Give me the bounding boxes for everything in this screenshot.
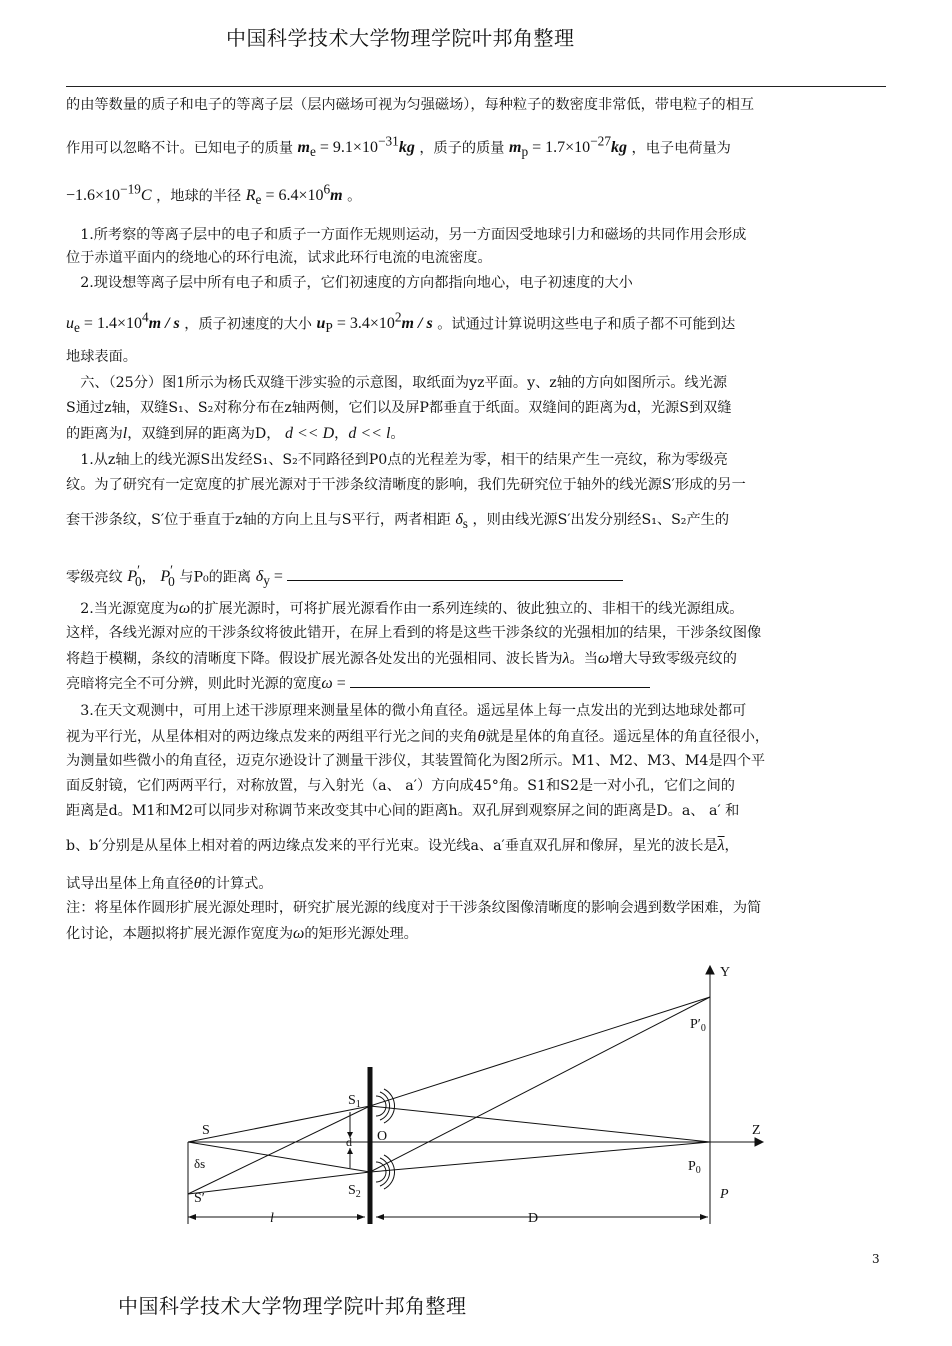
p0-prime-symbol: $P'_0$ — [127, 563, 142, 589]
delta-s-label: δs — [194, 1156, 206, 1171]
paragraph-line: 这样，各线光源对应的干涉条纹将彼此错开，在屏上看到的将是这些干涉条纹的光强相加的结果，干涉条纹图像 — [66, 625, 762, 641]
proton-velocity-formula: $u_P = 3.4\times 10^2m / s$ — [316, 310, 433, 336]
paragraph-line: S通过z轴，双缝S₁、S₂对称分布在z轴两侧，它们以及屏P都垂直于纸面。双缝间的距离为d，光源S到双缝 — [66, 400, 732, 416]
page-number: 3 — [872, 1252, 880, 1266]
text-run: 。试通过计算说明这些电子和质子都不可能到达 — [437, 316, 736, 333]
paragraph-line: 纹。为了研究有一定宽度的扩展光源对于干涉条纹清晰度的影响，我们先研究位于轴外的线光源S′形成的另一 — [66, 477, 746, 493]
text-run: 套干涉条纹，S′位于垂直于z轴的方向上且与S平行，两者相距 — [66, 512, 451, 528]
condition-formula: d << l — [348, 425, 391, 442]
ray — [188, 1142, 370, 1172]
l-dimension-label: l — [270, 1211, 274, 1226]
delta-s-symbol: $\delta_s$ — [455, 511, 468, 532]
arrowhead — [357, 1214, 365, 1220]
d-dimension-label: D — [528, 1211, 539, 1226]
arrowhead — [376, 1214, 384, 1220]
s-prime-label: S′ — [194, 1191, 205, 1206]
z-axis-arrowhead — [755, 1138, 763, 1146]
paragraph-line: 化讨论，本题拟将扩展光源作宽度为ω的矩形光源处理。 — [66, 925, 418, 942]
text-run: ，则由线光源S′出发分别经S₁、S₂产生的 — [472, 512, 730, 528]
s2-label: $S_2$ — [348, 1183, 361, 1200]
arrowhead — [188, 1214, 196, 1220]
text-run: ，电子电荷量为 — [631, 140, 731, 157]
paragraph-line — [66, 183, 361, 207]
paragraph-line: 的距离为l，双缝到屏的距离为D， d << D，d << l。 — [66, 425, 405, 442]
wavefront-arc — [380, 1092, 390, 1120]
text-run: ，双缝到屏的距离为D， — [127, 426, 281, 442]
delta-y-symbol: $\delta_y$ = — [255, 568, 287, 589]
y-axis-arrowhead — [706, 966, 714, 974]
paragraph-line — [66, 135, 731, 159]
paragraph-line: b、b′分别是从星体上相对着的两边缘点发来的平行光束。设光线a、a′垂直双孔屏和像屏，星光的波长是$\overline{\lambda}$， — [66, 837, 739, 854]
ray — [370, 997, 710, 1172]
electron-velocity-formula: $u_e = 1.4\times 10^4m / s$ — [66, 310, 180, 336]
text-run: 作用可以忽略不计。已知电子的质量 — [66, 140, 294, 157]
paragraph-line: 六、（25分）图1所示为杨氏双缝干涉实验的示意图，取纸面为yz平面。y、z轴的方向如图所示。线光源 — [66, 375, 728, 391]
text-run: 将趋于模糊，条纹的清晰度下降。假设扩展光源各处发出的光强相同、波长皆为 — [66, 651, 563, 667]
text-run: ，质子初速度的大小 — [184, 316, 312, 333]
paragraph-line: 为测量如些微小的角直径，迈克尔逊设计了测量干涉仪，其装置简化为图2所示。M1、M2、M3、M4是四个平 — [66, 753, 766, 769]
text-run: 的扩展光源时，可将扩展光源看作由一系列连续的、彼此独立的、非相干的线光源组成。 — [190, 601, 744, 617]
text-run: 2.当光源宽度为 — [66, 601, 179, 617]
ray — [188, 1106, 370, 1142]
paragraph-line: 位于赤道平面内的绕地心的环行电流，试求此环行电流的电流密度。 — [66, 250, 492, 266]
paragraph-line: 2.现设想等离子层中所有电子和质子，它们初速度的方向都指向地心，电子初速度的大小 — [66, 275, 633, 291]
paragraph-line: 零级亮纹 $P'_0$， $P'_0$ 与P₀的距离 $\delta_y$ = — [66, 564, 623, 588]
wavefront-arc — [376, 1096, 386, 1116]
text-run: 与P₀的距离 — [179, 569, 252, 586]
text-run: 的距离为 — [66, 426, 123, 442]
paragraph-line: 1.从z轴上的线光源S出发经S₁、S₂不同路径到P0点的光程差为零，相干的结果产生一亮纹，称为零级亮 — [66, 452, 728, 468]
s-label: S — [202, 1123, 210, 1138]
ray — [370, 1142, 710, 1172]
paragraph-line: 将趋于模糊，条纹的清晰度下降。假设扩展光源各处发出的光强相同、波长皆为λ。当ω增大导致零级亮纹的 — [66, 650, 737, 667]
earth-radius-formula: $R_e = 6.4\times 10^6m$ — [245, 182, 343, 208]
answer-blank[interactable] — [350, 686, 650, 688]
paragraph-line: 3.在天文观测中，可用上述干涉原理来测量星体的微小角直径。遥远星体上每一点发出的光到达地球处都可 — [66, 703, 747, 719]
paragraph-line: 2.当光源宽度为ω的扩展光源时，可将扩展光源看作由一系列连续的、彼此独立的、非相干的线光源组成。 — [66, 600, 744, 617]
p0-prime-label: $P'_0$ — [690, 1017, 706, 1034]
condition-formula: d << D — [285, 425, 335, 442]
answer-blank[interactable] — [287, 579, 623, 581]
double-slit-diagram — [180, 962, 780, 1232]
d-label: d — [346, 1135, 352, 1149]
ray — [370, 997, 710, 1106]
y-axis-label: Y — [720, 965, 731, 980]
paragraph-line — [66, 512, 729, 531]
z-axis-label: Z — [752, 1123, 761, 1138]
s1-label: $S_1$ — [348, 1093, 361, 1110]
paragraph-line: 注：将星体作圆形扩展光源处理时，研究扩展光源的线度对于干涉条纹图像清晰度的影响会遇到数学困难，为简 — [66, 900, 762, 916]
paragraph-line: 视为平行光，从星体相对的两边缘点发来的两组平行光之间的夹角θ就是星体的角直径。遥远星体的角直径很小， — [66, 728, 770, 745]
o-label: O — [377, 1129, 388, 1144]
text-run: 零级亮纹 — [66, 569, 123, 586]
text-run: 亮暗将完全不可分辨，则此时光源的宽度 — [66, 676, 322, 692]
paragraph-line: 试导出星体上角直径θ的计算式。 — [66, 875, 273, 892]
paragraph-line: 面反射镜，它们两两平行，对称放置，与入射光（a、 a′）方向成45°角。S1和S2是一对小孔，它们之间的 — [66, 778, 735, 794]
text-run: 视为平行光，从星体相对的两边缘点发来的两组平行光之间的夹角 — [66, 729, 478, 745]
text-run: b、b′分别是从星体上相对着的两边缘点发来的平行光束。设光线a、a′垂直双孔屏和像屏，星光的波长是 — [66, 838, 718, 854]
paragraph-line: 距离是d。M1和M2可以同步对称调节来改变其中心间的距离h。双孔屏到观察屏之间的距离是D。a、 a′ 和 — [66, 803, 740, 819]
paragraph-line: 地球表面。 — [66, 349, 137, 365]
paragraph-line — [66, 311, 735, 335]
text-run: 试导出星体上角直径 — [66, 876, 194, 892]
text-run: ，地球的半径 — [156, 188, 242, 205]
paragraph-line: 1.所考察的等离子层中的电子和质子一方面作无规则运动，另一方面因受地球引力和磁场的共同作用会形成 — [66, 227, 747, 243]
header-rule — [66, 86, 886, 87]
ray — [188, 1106, 370, 1194]
ray — [370, 1106, 710, 1142]
p0-label: $P_0$ — [688, 1159, 701, 1176]
paragraph-line: 的由等数量的质子和电子的等离子层（层内磁场可视为匀强磁场），每种粒子的数密度非常低，带电粒子的相互 — [66, 97, 755, 113]
p-screen-label: P — [720, 1187, 729, 1202]
text-run: ，质子的质量 — [419, 140, 505, 157]
electron-charge-formula: $-1.6\times 10^{-19}C$ — [66, 182, 152, 205]
text-run: 化讨论，本题拟将扩展光源作宽度为 — [66, 926, 294, 942]
electron-mass-formula: $m_e = 9.1\times 10^{-31}kg$ — [297, 134, 415, 160]
paragraph-line: 亮暗将完全不可分辨，则此时光源的宽度ω = — [66, 676, 650, 692]
text-run: 。 — [347, 188, 362, 205]
page-footer-title: 中国科学技术大学物理学院叶邦角整理 — [118, 1294, 467, 1318]
ray — [188, 1172, 370, 1194]
arrowhead — [700, 1214, 708, 1220]
proton-mass-formula: $m_p = 1.7\times 10^{-27}kg$ — [508, 134, 628, 160]
page-header-title: 中国科学技术大学物理学院叶邦角整理 — [226, 26, 575, 50]
p0-prime-symbol: $P'_0$ — [160, 563, 175, 589]
